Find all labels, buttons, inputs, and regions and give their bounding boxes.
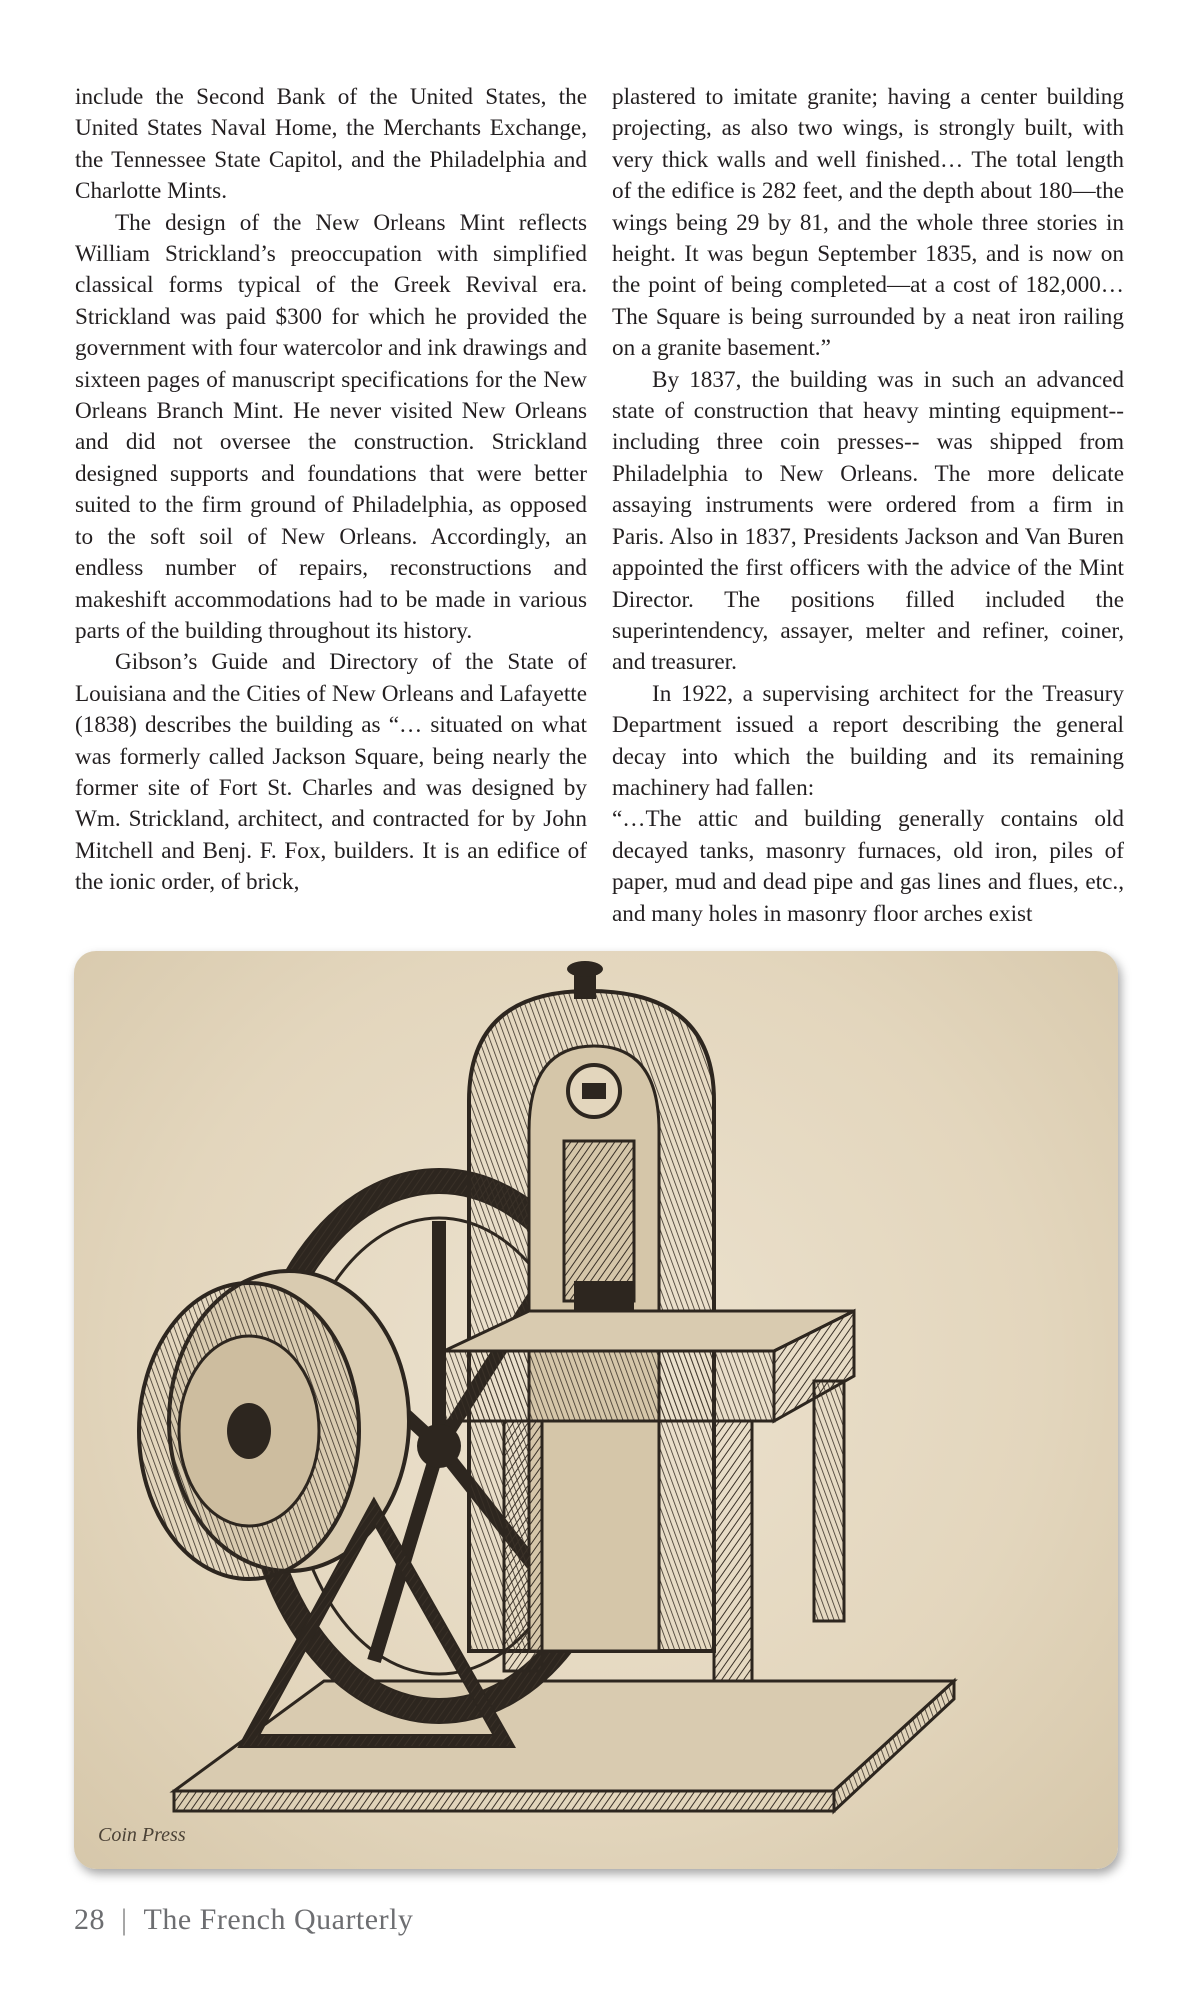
page-number: 28 (74, 1903, 105, 1936)
paragraph: The design of the New Orleans Mint reflects William Strickland’s preoccupation with simplified classical forms typical of the Greek Revival era. Strickland was paid $300 for which he provided the government with four watercolor and ink drawings and sixteen pages of manuscript specifications for the New Orleans Branch Mint. He never visited New Orleans and did not oversee the construction. Strickland designed supports and foundations that were better suited to the firm ground of Philadelphia, as opposed to the soft soil of New Orleans. Accordingly, an endless number of repairs, reconstructions and makeshift accommodations had to be made in various parts of the building throughout its history. (75, 209, 587, 644)
footer-separator: | (121, 1903, 128, 1936)
article-column-left (75, 82, 587, 899)
coin-press-figure (74, 951, 1118, 1869)
article-column-right (612, 82, 1124, 930)
page-footer (74, 1903, 413, 1937)
publication-title: The French Quarterly (143, 1903, 414, 1936)
paragraph: Gibson’s Guide and Directory of the State of Louisiana and the Cities of New Orleans and Lafayette (1838) describes the building as “… situated on what was formerly called Jackson Square, being nearly the former site of Fort St. Charles and was designed by Wm. Strickland, architect, and contracted for by John Mitchell and Benj. F. Fox, builders. It is an edifice of the ionic order, of brick, (75, 649, 587, 896)
paragraph: “…The attic and building generally contains old decayed tanks, masonry furnaces, old iron, piles of paper, mud and dead pipe and gas lines and flues, etc., and many holes in masonry floor arches exist (612, 806, 1124, 927)
coin-press-illustration (74, 951, 1118, 1869)
paragraph: By 1837, the building was in such an advanced state of construction that heavy minting equipment-- including three coin presses-- was shipped from Philadelphia to New Orleans. The more delicate assaying instruments were ordered from a firm in Paris. Also in 1837, Presidents Jackson and Van Buren appointed the first officers with the advice of the Mint Director. The positions filled included the superintendency, assayer, melter and refiner, coiner, and treasurer. (612, 366, 1124, 676)
figure-caption: Coin Press (98, 1824, 186, 1846)
paragraph: plastered to imitate granite; having a center building projecting, as also two wings, is strongly built, with very thick walls and well finished… The total length of the edifice is 282 feet, and the depth about 180—the wings being 29 by 81, and the whole three stories in height. It was begun September 1835, and is now on the point of being completed—at a cost of 182,000… The Square is being surrounded by a neat iron railing on a granite basement.” (612, 84, 1124, 362)
paragraph: include the Second Bank of the United States, the United States Naval Home, the Merchants Exchange, the Tennessee State Capitol, and the Philadelphia and Charlotte Mints. (75, 84, 587, 205)
paragraph: In 1922, a supervising architect for the Treasury Department issued a report describing the general decay into which the building and its remaining machinery had fallen: (612, 680, 1124, 801)
